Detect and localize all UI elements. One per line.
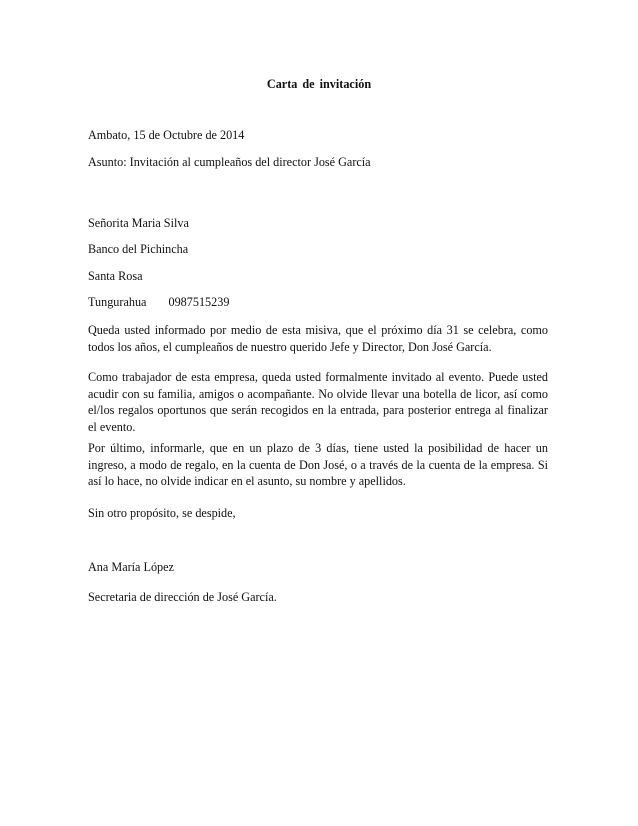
recipient-branch: Santa Rosa xyxy=(88,269,143,283)
recipient-phone: 0987515239 xyxy=(168,295,230,309)
recipient-city: Tungurahua xyxy=(88,295,147,309)
signer-name: Ana María López xyxy=(88,560,174,574)
signer-title: Secretaria de dirección de José García. xyxy=(88,590,277,604)
subject-line: Asunto: Invitación al cumpleaños del director José García xyxy=(88,155,371,169)
paragraph-1: Queda usted informado por medio de esta misiva, que el próximo día 31 se celebra, como todos los años, el cumpleaños de nuestro querido Jefe y Director, Don José García. xyxy=(88,323,548,354)
recipient-name: Señorita Maria Silva xyxy=(88,216,189,230)
letter-title: Carta de invitación xyxy=(266,77,372,91)
paragraph-3: Por último, informarle, que en un plazo de 3 días, tiene usted la posibilidad de hacer un ingreso, a modo de regalo, en la cuenta de Don José, o a través de la cuenta de la empresa. Si así lo hace, no olvide indicar en el asunto, su nombre y apellidos. xyxy=(88,441,548,489)
recipient-bank: Banco del Pichincha xyxy=(88,242,189,256)
closing-line: Sin otro propósito, se despide, xyxy=(88,506,236,520)
place-date: Ambato, 15 de Octubre de 2014 xyxy=(88,128,245,142)
recipient-city-phone xyxy=(88,294,229,311)
paragraph-2: Como trabajador de esta empresa, queda usted formalmente invitado al evento. Puede usted acudir con su familia, amigos o acompañante. No olvide llevar una botella de licor, así como el/los regalos oportunos que serán recogidos en la entrada, para posterior entrega al finalizar el evento. xyxy=(88,370,548,434)
